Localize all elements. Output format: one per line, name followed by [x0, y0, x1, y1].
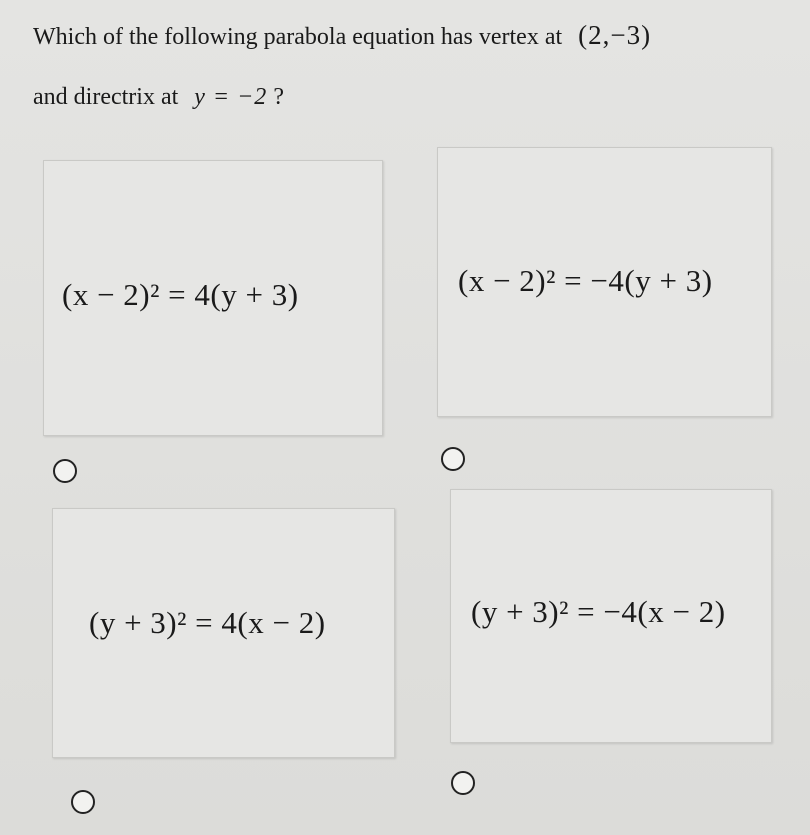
question-mark: ? — [273, 84, 284, 110]
question-line-2 — [33, 84, 284, 111]
question-prefix: Which of the following parabola equation has vertex at — [33, 24, 563, 50]
radio-button-icon[interactable] — [441, 447, 465, 471]
question-line-1 — [33, 20, 651, 51]
vertex-value: (2,−3) — [578, 20, 652, 50]
radio-button-icon[interactable] — [451, 771, 475, 795]
option-card-d[interactable] — [450, 489, 772, 743]
directrix-prefix: and directrix at — [33, 84, 179, 110]
option-card-b[interactable] — [437, 147, 772, 417]
option-equation-a: (x − 2)² = 4(y + 3) — [62, 277, 299, 312]
option-equation-b: (x − 2)² = −4(y + 3) — [458, 263, 713, 298]
option-card-c[interactable] — [52, 508, 395, 758]
option-card-a[interactable] — [43, 160, 383, 436]
option-equation-d: (y + 3)² = −4(x − 2) — [471, 594, 726, 629]
radio-button-icon[interactable] — [71, 790, 95, 814]
radio-button-icon[interactable] — [53, 459, 77, 483]
option-equation-c: (y + 3)² = 4(x − 2) — [89, 605, 326, 640]
directrix-value: y = −2 — [194, 84, 268, 110]
